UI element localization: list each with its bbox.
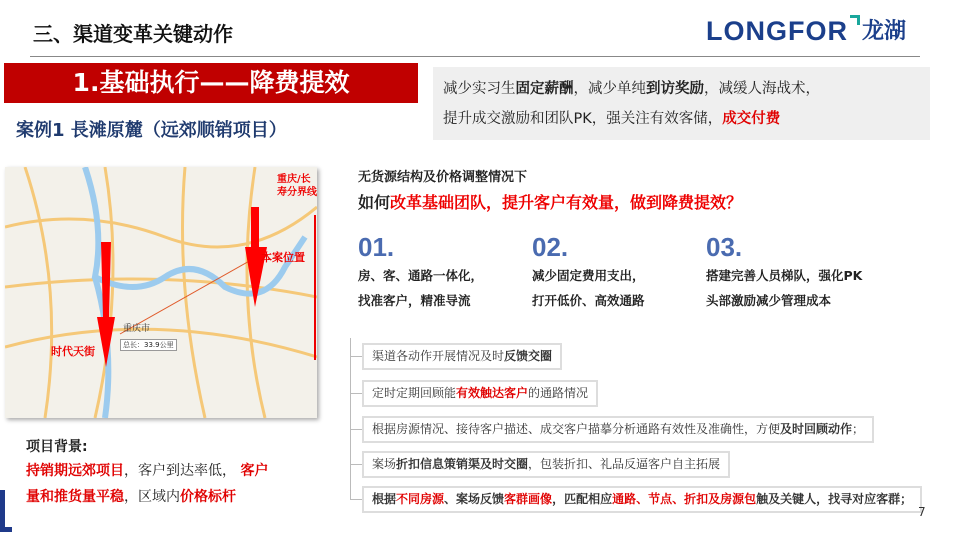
t: ，减少单纯 bbox=[573, 81, 646, 97]
slide-title: 三、渠道变革关键动作 bbox=[33, 22, 233, 46]
map-label-boundary: 重庆/长寿分界线 bbox=[277, 174, 317, 198]
question-context: 无货源结构及价格调整情况下 bbox=[358, 170, 528, 185]
t: ，减缓人海战术， bbox=[704, 81, 820, 97]
t: 的通路情况 bbox=[528, 386, 589, 400]
t: 触及关键人，找寻对应客群； bbox=[756, 492, 913, 506]
t: 量和推货量平稳 bbox=[26, 489, 124, 505]
t: ，包装折扣、礼品反逼客户自主拓展 bbox=[528, 457, 721, 471]
t: 客群画像 bbox=[504, 492, 553, 506]
step-text: 打开低价、高效通路 bbox=[532, 293, 645, 308]
question-main bbox=[358, 190, 742, 213]
tree-item bbox=[362, 451, 730, 478]
t: 根据 bbox=[372, 492, 397, 506]
map-label-project: 本案位置 bbox=[261, 251, 305, 264]
logo-en: LONGFOR bbox=[706, 16, 848, 46]
t: 如何 bbox=[358, 193, 391, 212]
tree-item bbox=[362, 486, 922, 513]
t: ，匹配相应 bbox=[552, 492, 613, 506]
t: 改革基础团队，提升客户有效量，做到降费提效？ bbox=[390, 193, 743, 212]
step-text: 搭建完善人员梯队，强化PK bbox=[706, 268, 863, 283]
tree-connector bbox=[350, 338, 351, 500]
map-graphic bbox=[5, 167, 317, 418]
title-divider bbox=[30, 56, 920, 57]
t: 价格标杆 bbox=[180, 489, 236, 505]
t: 通路、节点、折扣及房源包 bbox=[612, 492, 757, 506]
map-distance: 总长：33.9公里 bbox=[120, 339, 177, 351]
location-map bbox=[5, 167, 317, 418]
t: 案场 bbox=[372, 457, 397, 471]
t: ，区域内 bbox=[124, 489, 180, 505]
page-number: 7 bbox=[918, 505, 926, 519]
step-1 bbox=[358, 232, 483, 313]
step-number: 03. bbox=[706, 232, 743, 262]
t: 折扣信息策销渠及时交圈 bbox=[396, 457, 529, 471]
logo-mark-icon bbox=[850, 15, 860, 25]
map-label-city-center: 时代天街 bbox=[51, 345, 95, 358]
t: 有效触达客户 bbox=[456, 386, 529, 400]
t: 定时定期回顾能 bbox=[372, 386, 457, 400]
t: 反馈交圈 bbox=[504, 349, 553, 363]
t: 成交付费 bbox=[722, 111, 781, 127]
case-title: 案例1 長滩原麓（远郊顺销项目） bbox=[16, 120, 287, 141]
t: 渠道各动作开展情况及时 bbox=[372, 349, 505, 363]
step-number: 01. bbox=[358, 232, 395, 262]
summary-box bbox=[433, 67, 930, 140]
t: 、案场反馈 bbox=[444, 492, 505, 506]
map-label-city: 重庆市 bbox=[123, 324, 151, 334]
step-text: 找准客户，精准导流 bbox=[358, 293, 471, 308]
tree-item bbox=[362, 343, 562, 370]
t: ； bbox=[852, 422, 865, 436]
logo-cn: 龙湖 bbox=[862, 19, 907, 44]
tree-item bbox=[362, 380, 598, 407]
t: 持销期远郊项目 bbox=[26, 463, 124, 479]
background-heading: 项目背景: bbox=[26, 439, 88, 455]
t: 提升成交激励和团队PK，强关注有效客储， bbox=[443, 111, 723, 127]
section-banner: 1.基础执行——降费提效 bbox=[4, 63, 418, 103]
t: 不同房源 bbox=[396, 492, 445, 506]
background-line-1 bbox=[26, 461, 268, 481]
t: 到访奖励 bbox=[646, 81, 704, 97]
t: 减少实习生 bbox=[443, 81, 516, 97]
longfor-logo bbox=[706, 14, 906, 47]
step-text: 减少固定费用支出， bbox=[532, 268, 645, 283]
t: 根据房源情况、接待客户描述、成交客户描摹分析通路有效性及准确性，方便 bbox=[372, 422, 781, 436]
step-text: 头部激励减少管理成本 bbox=[706, 293, 832, 308]
tree-item bbox=[362, 416, 874, 443]
t: 固定薪酬 bbox=[515, 81, 574, 97]
background-line-2 bbox=[26, 487, 236, 507]
t: ，客户到达率低， bbox=[124, 463, 236, 479]
t: 客户 bbox=[240, 463, 269, 479]
step-2 bbox=[532, 232, 645, 313]
step-text: 房、客、通路一体化， bbox=[358, 268, 484, 283]
step-number: 02. bbox=[532, 232, 569, 262]
corner-decoration bbox=[0, 490, 12, 532]
t: 及时回顾动作 bbox=[780, 422, 853, 436]
step-3 bbox=[706, 232, 862, 313]
